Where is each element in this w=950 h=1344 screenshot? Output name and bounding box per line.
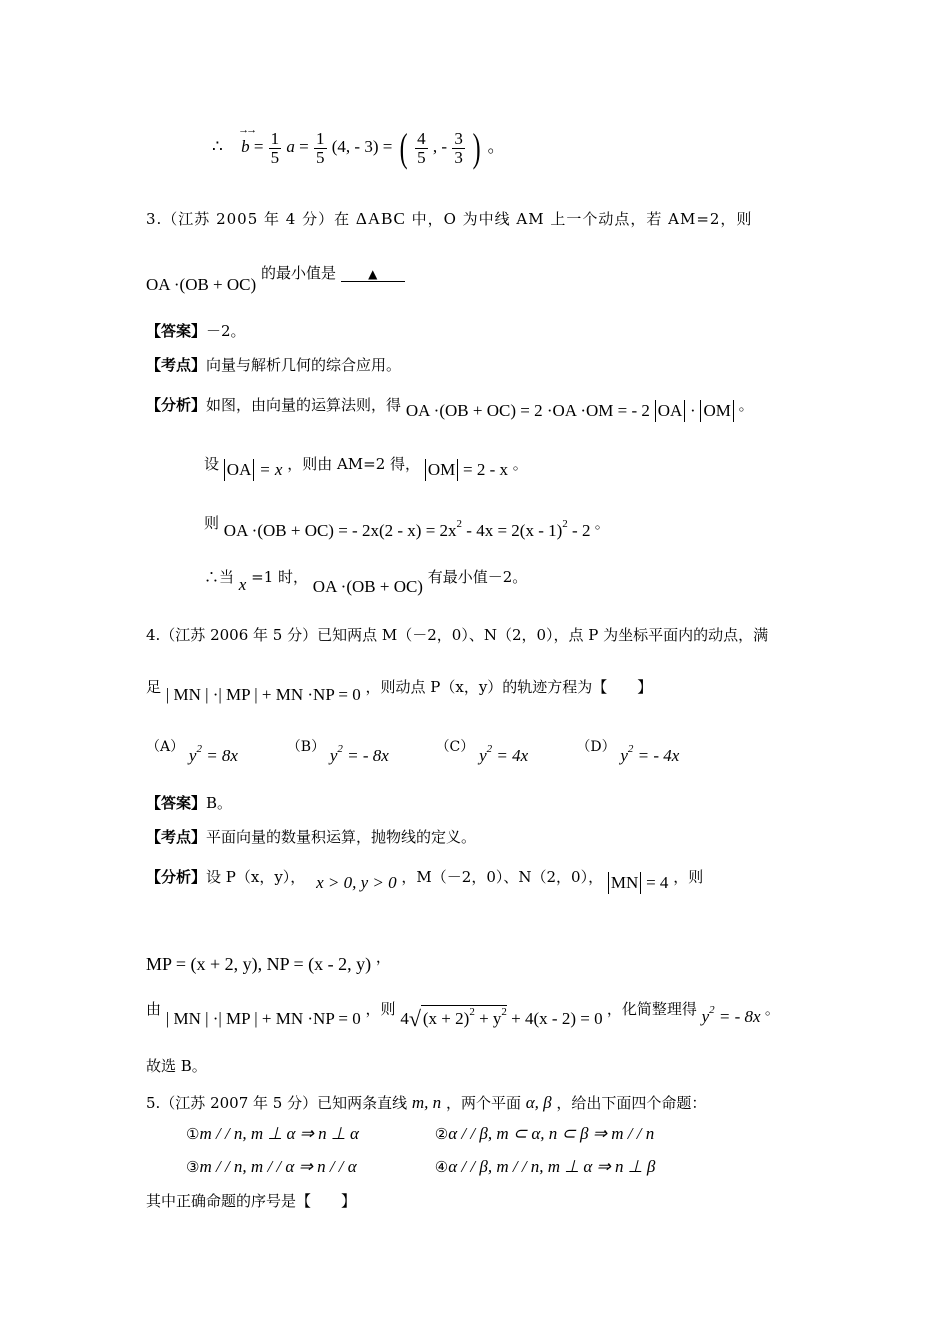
q5-stem xyxy=(146,1092,706,1113)
planes-alpha-beta: α, β xyxy=(525,1093,552,1112)
kaodian-text: 平面向量的数量积运算，抛物线的定义。 xyxy=(206,828,477,846)
you-expression: | MN | ·| MP | + MN ·NP = 0 xyxy=(165,1009,361,1028)
period: 。 xyxy=(487,136,505,156)
q3-set-line xyxy=(204,453,528,481)
q4-stem-prefix: 足 xyxy=(146,678,162,696)
equals-sign: = xyxy=(382,136,393,156)
fraction: $\frac{1}{5}$ xyxy=(316,128,325,167)
period: 。 xyxy=(764,1000,780,1018)
prop-4: ④α / / β, m / / n, m ⊥ α ⇒ n ⊥ β xyxy=(434,1157,656,1176)
q5-props-row-1 xyxy=(186,1124,654,1144)
q3-expr-line xyxy=(146,262,405,295)
set-equation-2: = 2 - x xyxy=(463,460,509,479)
fenxi-label: 【分析】 xyxy=(146,396,207,414)
period: 。 xyxy=(594,514,610,532)
kaodian-text: 向量与解析几何的综合应用。 xyxy=(206,356,402,374)
answer-blank: ▲ xyxy=(341,266,405,282)
q3-stem-suffix: 中，O 为中线 AM 上一个动点，若 AM=2，则 xyxy=(411,210,753,228)
q3-tail: 的最小值是 xyxy=(260,264,336,282)
abs-om: OM xyxy=(700,400,733,422)
fenxi-mid: ，M（－2，0）、N（2，0）， xyxy=(401,868,604,886)
q3-then-line xyxy=(204,512,610,541)
you-label: 由 xyxy=(146,1000,162,1018)
triangle-label: ΔABC xyxy=(355,209,406,228)
q3-kaodian xyxy=(146,354,401,375)
q4-stem-1 xyxy=(146,624,768,645)
q4-stem-suffix: ，则动点 P（x，y）的轨迹方程为【 】 xyxy=(365,678,653,696)
dot-operator: · xyxy=(690,401,696,420)
prop-2: ②α / / β, m ⊂ α, n ⊂ β ⇒ m / / n xyxy=(434,1124,655,1143)
fenxi-text: 设 P（x，y）， xyxy=(206,868,306,886)
q4-stem-text: 4.（江苏 2006 年 5 分）已知两点 M（－2，0）、N（2，0），点 P 为坐标平面内的动点，满 xyxy=(146,626,769,644)
q3-when-line xyxy=(204,566,527,597)
q5-question-text: 其中正确命题的序号是【 】 xyxy=(146,1192,357,1210)
q3-stem xyxy=(146,208,752,229)
lines-mn: m, n xyxy=(411,1093,442,1112)
fenxi-equation: = 4 xyxy=(646,873,669,892)
then-label: 则 xyxy=(204,514,220,532)
when-expression: OA ·(OB + OC) xyxy=(312,577,423,596)
fenxi-condition: x > 0, y > 0 xyxy=(316,873,397,892)
set-mid-text: ，则由 AM=2 得， xyxy=(287,455,421,473)
q4-mp-line xyxy=(146,946,391,975)
option-a: （A） $y^2 = 8x$ xyxy=(146,739,238,765)
answer-label: 【答案】 xyxy=(146,322,207,340)
q5-props-row-2 xyxy=(186,1157,655,1177)
q4-stem-2 xyxy=(146,676,652,705)
q5-question xyxy=(146,1190,356,1211)
answer-text: B。 xyxy=(206,794,233,812)
q4-you-line xyxy=(146,998,780,1032)
abs-om: OM xyxy=(425,459,458,481)
separator: , - xyxy=(432,136,448,156)
variable-x: x xyxy=(238,575,247,594)
option-d: （D） $y^2$ = - 4x xyxy=(576,739,680,765)
prop-1: ①m / / n, m ⊥ α ⇒ n ⊥ α xyxy=(186,1124,359,1143)
prop-3: ③m / / n, m / / α ⇒ n / / α xyxy=(186,1157,357,1176)
when-tail: 有最小值－2。 xyxy=(427,568,528,586)
fraction: $\frac{1}{5}$ xyxy=(270,128,280,167)
q3-stem-prefix: 3.（江苏 2005 年 4 分）在 xyxy=(146,210,351,228)
left-paren: ( xyxy=(399,125,408,170)
q3-expression: OA ·(OB + OC) xyxy=(146,275,257,294)
comma: ， xyxy=(375,948,391,966)
right-paren: ) xyxy=(472,125,481,170)
set-label: 设 xyxy=(204,455,220,473)
q4-kaodian xyxy=(146,826,476,847)
when-mid: =1 时， xyxy=(251,568,309,586)
fenxi-expression: OA ·(OB + OC) = 2 ·OA ·OM = - 2 xyxy=(405,401,650,420)
period: 。 xyxy=(738,396,754,414)
abs-oa: OA xyxy=(655,400,686,422)
choose-text: 故选 B。 xyxy=(146,1057,207,1075)
vector-value: (4, - 3) xyxy=(331,136,379,156)
q4-choose xyxy=(146,1055,207,1076)
therefore-line xyxy=(212,123,505,170)
q4-answer xyxy=(146,792,232,813)
q4-options xyxy=(146,736,679,766)
mp-np-expression: MP = (x + 2, y), NP = (x - 2, y) xyxy=(146,954,372,974)
therefore-symbol: ∴ xyxy=(212,136,223,156)
period: 。 xyxy=(512,455,528,473)
option-c: （C） $y^2 = 4x$ xyxy=(435,739,529,765)
q5-stem-prefix: 5.（江苏 2007 年 5 分）已知两条直线 xyxy=(146,1094,408,1112)
fenxi-end: ，则 xyxy=(673,868,704,886)
you-mid: ，则 xyxy=(365,1000,396,1018)
result-equation: $y^2$ = - 8x xyxy=(701,1004,761,1026)
vector-a: a xyxy=(286,136,295,156)
abs-mn: MN xyxy=(608,872,641,894)
q3-fenxi xyxy=(146,394,754,422)
q4-condition: | MN | ·| MP | + MN ·NP = 0 xyxy=(165,685,361,704)
q5-stem-suffix: ，给出下面四个命题： xyxy=(556,1094,707,1112)
simplify-text: ，化简整理得 xyxy=(606,1000,697,1018)
answer-text: －2。 xyxy=(206,322,246,340)
option-b: （B） $y^2$ = - 8x xyxy=(286,739,389,765)
when-label: ∴当 xyxy=(204,568,235,586)
fraction: $\frac{4}{5}$ xyxy=(417,128,426,167)
then-expression: OA ·(OB + OC) = - $2x(2 - x) = 2x^2 - 4x = 2(x - 1)^2 - 2$ xyxy=(223,518,591,540)
q3-answer xyxy=(146,320,246,341)
abs-oa: OA xyxy=(224,459,255,481)
kaodian-label: 【考点】 xyxy=(146,356,207,374)
sqrt-equation: 4√ $(x + 2)^2 + y^2 + 4(x - 2) = 0$ xyxy=(400,1006,603,1031)
vector-b: →→ b xyxy=(238,123,255,156)
fraction: $\frac{3}{3}$ xyxy=(454,128,463,167)
kaodian-label: 【考点】 xyxy=(146,828,207,846)
q4-fenxi xyxy=(146,866,703,894)
set-equation: = x xyxy=(259,460,283,479)
fenxi-label: 【分析】 xyxy=(146,868,207,886)
equals-sign: = xyxy=(299,136,309,156)
q5-stem-mid: ，两个平面 xyxy=(445,1094,521,1112)
equals-sign: = xyxy=(253,136,264,156)
fenxi-text: 如图，由向量的运算法则，得 xyxy=(206,396,402,414)
answer-label: 【答案】 xyxy=(146,794,207,812)
